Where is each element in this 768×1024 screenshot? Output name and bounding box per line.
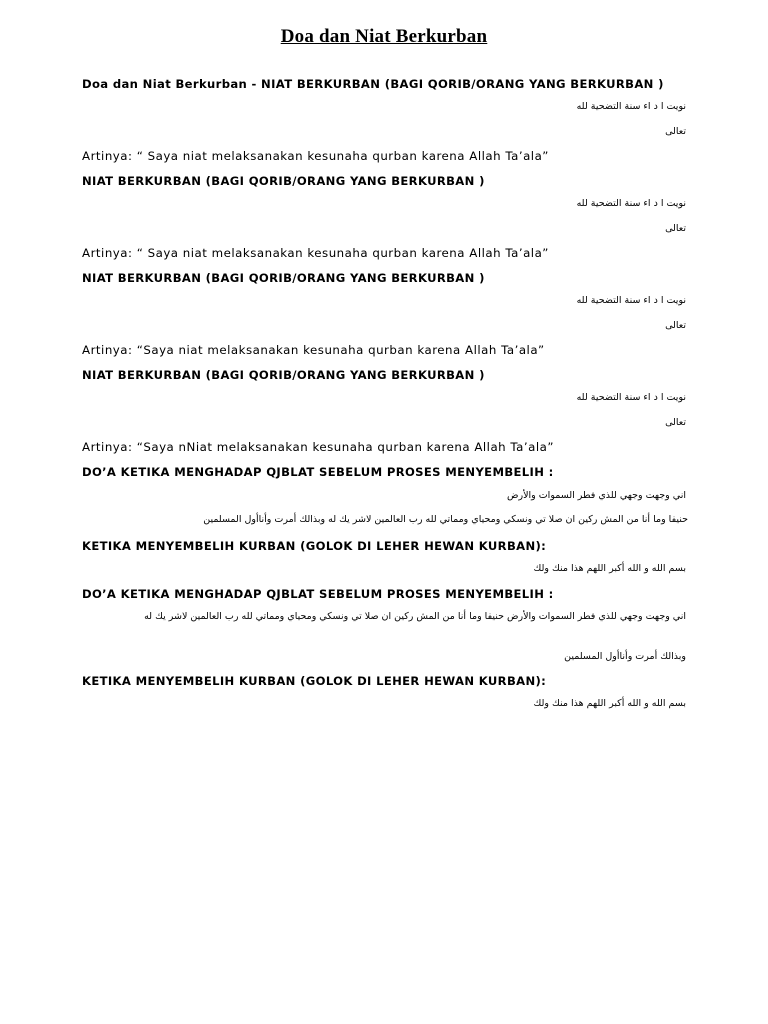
arabic-doa: اني وجهت وجهي للذي فطر السموات والأرض xyxy=(507,490,686,501)
section-heading: NIAT BERKURBAN (BAGI QORIB/ORANG YANG BERKURBAN ) xyxy=(82,271,485,285)
page-title: Doa dan Niat Berkurban xyxy=(280,26,488,47)
doa-heading: DO’A KETIKA MENGHADAP QJBLAT SEBELUM PROSES MENYEMBELIH : xyxy=(82,587,554,601)
artinya-translation: Artinya: “ Saya niat melaksanakan kesunaha qurban karena Allah Ta’ala” xyxy=(82,246,549,260)
arabic-niat: نويت ا د اء سنة التضحية لله xyxy=(576,198,686,209)
arabic-basmalah: بسم الله و الله أكبر اللهم هذا منك ولك xyxy=(533,563,686,574)
arabic-niat-continuation: تعالى xyxy=(665,223,686,234)
artinya-translation: Artinya: “Saya niat melaksanakan kesunaha qurban karena Allah Ta’ala” xyxy=(82,343,545,357)
section-heading: NIAT BERKURBAN (BAGI QORIB/ORANG YANG BERKURBAN ) xyxy=(82,174,485,188)
sembelih-heading: KETIKA MENYEMBELIH KURBAN (GOLOK DI LEHER HEWAN KURBAN): xyxy=(82,539,547,553)
arabic-niat-continuation: تعالى xyxy=(665,126,686,137)
arabic-niat-continuation: تعالى xyxy=(665,417,686,428)
arabic-doa-paragraph: اني وجهت وجهي للذي فطر السموات والأرض حنيفا وما أنا من المش ركين ان صلا تي ونسكي ومحياي ومماتي لله رب العالمين لاشر يك له xyxy=(144,611,686,622)
arabic-basmalah: بسم الله و الله أكبر اللهم هذا منك ولك xyxy=(533,698,686,709)
arabic-doa-continuation: حنيفا وما أنا من المش ركين ان صلا تي ونسكي ومحياي ومماتي لله رب العالمين لاشر يك له وبذالك أمرت وأناأول المسلمين xyxy=(203,514,688,525)
section-heading: NIAT BERKURBAN (BAGI QORIB/ORANG YANG BERKURBAN ) xyxy=(82,368,485,382)
arabic-niat: نويت ا د اء سنة التضحية لله xyxy=(576,295,686,306)
arabic-doa-continuation: وبذالك أمرت وأناأول المسلمين xyxy=(564,651,686,662)
arabic-niat: نويت ا د اء سنة التضحية لله xyxy=(576,392,686,403)
doa-heading: DO’A KETIKA MENGHADAP QJBLAT SEBELUM PROSES MENYEMBELIH : xyxy=(82,465,554,479)
artinya-translation: Artinya: “ Saya niat melaksanakan kesunaha qurban karena Allah Ta’ala” xyxy=(82,149,549,163)
arabic-niat: نويت ا د اء سنة التضحية لله xyxy=(576,101,686,112)
arabic-niat-continuation: تعالى xyxy=(665,320,686,331)
section-heading: Doa dan Niat Berkurban - NIAT BERKURBAN (BAGI QORIB/ORANG YANG BERKURBAN ) xyxy=(82,77,664,91)
sembelih-heading: KETIKA MENYEMBELIH KURBAN (GOLOK DI LEHER HEWAN KURBAN): xyxy=(82,674,547,688)
artinya-translation: Artinya: “Saya nNiat melaksanakan kesunaha qurban karena Allah Ta’ala” xyxy=(82,440,554,454)
